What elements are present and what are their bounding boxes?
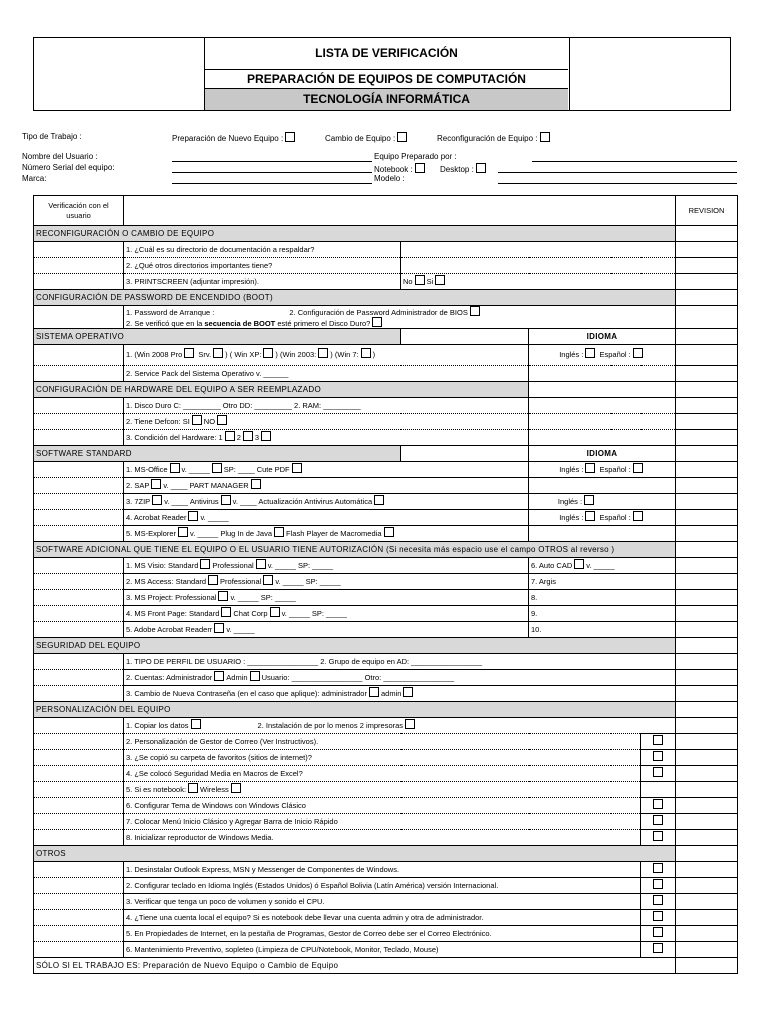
table-row (34, 910, 738, 926)
ad4: 4. MS Front Page: Standard (126, 608, 220, 618)
checkbox[interactable] (470, 306, 480, 316)
checkbox[interactable] (633, 348, 643, 358)
checkbox[interactable] (653, 863, 663, 873)
ad1: 1. MS Visio: Standard (126, 560, 199, 570)
table-row (34, 494, 738, 510)
modelo-field[interactable] (498, 183, 737, 184)
section-solo-si: SÓLO SI EL TRABAJO ES: Preparación de Nuevo Equipo o Cambio de Equipo (34, 958, 676, 974)
table-row (34, 686, 738, 702)
ad4r: 9. (529, 606, 676, 622)
sw3b: v. ____ Antivirus (164, 496, 219, 506)
table-row (34, 622, 738, 638)
ad2b: Professional (220, 576, 262, 586)
row-pe4: 4. ¿Se colocó Seguridad Media en Macros de Excel? (124, 766, 641, 782)
checkbox[interactable] (243, 431, 253, 441)
checkbox[interactable] (653, 735, 663, 745)
table-row (34, 274, 738, 290)
checkbox[interactable] (214, 623, 224, 633)
pe5b: Wireless (200, 784, 229, 794)
checkbox[interactable] (263, 348, 273, 358)
marca-field[interactable] (172, 183, 372, 184)
section-row (34, 329, 738, 345)
no-label: No (403, 276, 413, 286)
header-blank (124, 196, 676, 226)
checkbox[interactable] (292, 463, 302, 473)
form-header (33, 37, 731, 111)
checkbox[interactable] (653, 799, 663, 809)
espanol-label: Español : (599, 464, 631, 474)
row-p1b: 2. Configuración de Password Administrador de BIOS (289, 308, 468, 317)
checkbox[interactable] (225, 431, 235, 441)
table-row (34, 462, 738, 478)
checkbox[interactable] (397, 132, 407, 142)
checkbox[interactable] (178, 527, 188, 537)
row-ot6: 6. Mantenimiento Preventivo, sopleteo (Limpieza de CPU/Notebook, Monitor, Teclado, Mouse) (124, 942, 641, 958)
ad2c: v. _____ SP: _____ (275, 576, 341, 586)
checkbox[interactable] (212, 463, 222, 473)
sg3b: admin (380, 688, 402, 698)
checkbox[interactable] (191, 719, 201, 729)
ad1r2: v. _____ (586, 560, 615, 570)
sw1c: SP: ____ Cute PDF (223, 464, 290, 474)
checkbox[interactable] (263, 575, 273, 585)
notebook-desktop-field[interactable] (498, 172, 737, 173)
idioma-header: IDIOMA (529, 329, 676, 345)
verificacion-header: Verificación con el usuario (34, 196, 124, 226)
sw1: 1. MS-Office (126, 464, 168, 474)
table-row (34, 878, 738, 894)
ad4b: Chat Corp (233, 608, 268, 618)
row-hw2b: NO (203, 416, 216, 426)
checkbox[interactable] (653, 927, 663, 937)
marca-label: Marca: (22, 174, 47, 183)
cambio-label: Cambio de Equipo : (325, 134, 396, 143)
table-row (34, 430, 738, 446)
row-ot3: 3. Verificar que tenga un poco de volumen y sonido el CPU. (124, 894, 641, 910)
checkbox[interactable] (274, 527, 284, 537)
section-hardware: CONFIGURACIÓN DE HARDWARE DEL EQUIPO A SER REEMPLAZADO (34, 382, 529, 398)
checkbox[interactable] (188, 511, 198, 521)
checkbox[interactable] (184, 348, 194, 358)
sw3c: v. ____ Actualización Antivirus Automática (232, 496, 373, 506)
printscreen-options (401, 274, 676, 290)
idioma-header: IDIOMA (529, 446, 676, 462)
row-r2: 2. ¿Qué otros directorios importantes tiene? (124, 258, 401, 274)
row-sg1: 1. TIPO DE PERFIL DE USUARIO : _________________ 2. Grupo de equipo en AD: _________________ (124, 654, 676, 670)
so1-e: ) (Win 7: (330, 350, 359, 359)
section-row (34, 290, 738, 306)
checkbox[interactable] (261, 431, 271, 441)
section-row (34, 702, 738, 718)
checkbox[interactable] (250, 671, 260, 681)
checkbox[interactable] (540, 132, 550, 142)
table-row (34, 574, 738, 590)
checkbox[interactable] (653, 831, 663, 841)
checkbox[interactable] (405, 719, 415, 729)
si-label: Si (426, 276, 434, 286)
espanol-label: Español : (599, 512, 631, 522)
checkbox[interactable] (369, 687, 379, 697)
section-so: SISTEMA OPERATIVO (34, 329, 401, 345)
so1-a: 1. (Win 2008 Pro (126, 350, 183, 359)
sg2b: Admin (226, 672, 248, 682)
ad3r: 8. (529, 590, 676, 606)
table-row (34, 798, 738, 814)
checkbox[interactable] (653, 815, 663, 825)
checkbox[interactable] (256, 559, 266, 569)
table-row (34, 366, 738, 382)
desktop-option[interactable] (440, 163, 488, 174)
checkbox[interactable] (372, 317, 382, 327)
row-hw3b: 2 (236, 432, 241, 442)
table-row (34, 814, 738, 830)
pe1b: 2. Instalación de por lo menos 2 impresoras (257, 720, 404, 730)
checkbox[interactable] (653, 895, 663, 905)
table-row (34, 398, 738, 414)
checklist-table (33, 195, 738, 974)
table-row (34, 926, 738, 942)
ad3b: v. _____ SP: _____ (230, 592, 296, 602)
boot-sequence-label: secuencia de BOOT (204, 319, 276, 328)
pe5: 5. Si es notebook: (126, 784, 187, 794)
sw5c: Flash Player de Macromedia (286, 528, 382, 538)
so1-b: Srv. (198, 350, 212, 359)
table-row (34, 862, 738, 878)
checkbox[interactable] (633, 463, 643, 473)
numero-serial-label: Número Serial del equipo: (22, 163, 115, 172)
section-row (34, 446, 738, 462)
sw5: 5. MS-Explorer (126, 528, 177, 538)
table-row (34, 306, 738, 329)
ad4c: v. _____ SP: _____ (281, 608, 347, 618)
section-row (34, 958, 738, 974)
form-subtitle: PREPARACIÓN DE EQUIPOS DE COMPUTACIÓN (205, 70, 568, 89)
table-row (34, 590, 738, 606)
checkbox[interactable] (208, 575, 218, 585)
reconfig-label: Reconfiguración de Equipo : (437, 134, 538, 143)
table-row (34, 734, 738, 750)
checkbox[interactable] (435, 275, 445, 285)
row-pe7: 7. Colocar Menú Inicio Clásico y Agregar Barra de Inicio Rápido (124, 814, 641, 830)
checkbox[interactable] (585, 348, 595, 358)
espanol-label: Español : (599, 350, 631, 359)
ad2: 2. MS Access: Standard (126, 576, 207, 586)
checkbox[interactable] (231, 783, 241, 793)
checkbox[interactable] (653, 751, 663, 761)
ad1b: Professional (212, 560, 254, 570)
ad3: 3. MS Project: Professional (126, 592, 217, 602)
form-title: LISTA DE VERIFICACIÓN (205, 38, 568, 70)
table-row (34, 345, 738, 366)
row-hw2: 2. Tiene Defcon: SI (126, 416, 190, 426)
checkbox[interactable] (653, 767, 663, 777)
checkbox[interactable] (318, 348, 328, 358)
table-row (34, 670, 738, 686)
checkbox[interactable] (374, 495, 384, 505)
ingles-label: Inglés : (559, 350, 584, 359)
checkbox[interactable] (217, 415, 227, 425)
sw4b: v. _____ (200, 512, 229, 522)
ad1r: 6. Auto CAD (531, 560, 573, 570)
checkbox[interactable] (221, 495, 231, 505)
section-row (34, 638, 738, 654)
ad2r: 7. Argis (529, 574, 676, 590)
section-otros: OTROS (34, 846, 676, 862)
section-password: CONFIGURACIÓN DE PASSWORD DE ENCENDIDO (BOOT) (34, 290, 676, 306)
checkbox[interactable] (270, 607, 280, 617)
ad1c: v. _____ SP: _____ (267, 560, 334, 570)
table-row (34, 718, 738, 734)
checkbox[interactable] (251, 479, 261, 489)
section-row (34, 846, 738, 862)
row-so2: 2. Service Pack del Sistema Operativo v. ______ (124, 366, 529, 382)
checkbox[interactable] (415, 275, 425, 285)
row-pe8: 8. Inicializar reproductor de Windows Media. (124, 830, 641, 846)
section-software-adic: SOFTWARE ADICIONAL QUE TIENE EL EQUIPO O EL USUARIO TIENE AUTORIZACIÓN (Si necesita más espacio use el campo OTROS al reverso ) (34, 542, 676, 558)
ad5b: v. _____ (226, 624, 255, 634)
revision-header: REVISION (676, 196, 738, 226)
checkbox[interactable] (585, 463, 595, 473)
checkbox[interactable] (633, 511, 643, 521)
tipo-trabajo-label: Tipo de Trabajo : (22, 132, 82, 141)
desktop-label: Desktop : (440, 165, 474, 174)
row-hw3c: 3 (254, 432, 260, 442)
notebook-label: Notebook : (374, 165, 413, 174)
table-row (34, 526, 738, 542)
checkbox[interactable] (152, 495, 162, 505)
sw5b: v. _____ Plug In de Java (190, 528, 273, 538)
row-p1: 1. Password de Arranque : (126, 308, 215, 317)
checkbox[interactable] (188, 783, 198, 793)
row-pe2: 2. Personalización de Gestor de Correo (Ver Instructivos). (124, 734, 641, 750)
checkbox[interactable] (221, 607, 231, 617)
table-row (34, 510, 738, 526)
table-row (34, 414, 738, 430)
ad5: 5. Adobe Acrobat Readerr (126, 624, 213, 634)
sg2c: Usuario: _________________ Otro: _________________ (261, 672, 455, 682)
ingles-label: Inglés : (559, 512, 584, 522)
ingles-label: Inglés : (559, 464, 584, 474)
row-ot5: 5. En Propiedades de Internet, en la pestaña de Programas, Gestor de Correo debe ser el Correo Electrónico. (124, 926, 641, 942)
section-seguridad: SEGURIDAD DEL EQUIPO (34, 638, 676, 654)
so1-d: ) (Win 2003: (275, 350, 317, 359)
row-ot1: 1. Desinstalar Outlook Express, MSN y Messenger de Componentes de Windows. (124, 862, 641, 878)
table-row (34, 258, 738, 274)
section-row (34, 382, 738, 398)
nombre-usuario-field[interactable] (172, 161, 372, 162)
row-hw3: 3. Condición del Hardware: 1 (126, 432, 223, 442)
checkbox[interactable] (151, 479, 161, 489)
table-row (34, 558, 738, 574)
department-title: TECNOLOGÍA INFORMÁTICA (205, 89, 568, 110)
table-header-row (34, 196, 738, 226)
numero-serial-field[interactable] (172, 172, 372, 173)
modelo-label: Modelo : (374, 174, 405, 183)
checkbox[interactable] (170, 463, 180, 473)
checkbox[interactable] (476, 163, 486, 173)
checkbox[interactable] (192, 415, 202, 425)
preparado-por-field[interactable] (532, 161, 737, 162)
table-row (34, 242, 738, 258)
ad5r: 10. (529, 622, 676, 638)
sw2b: v. ____ PART MANAGER (163, 480, 249, 490)
row-p2a: 2. Se verificó que en la (126, 319, 205, 328)
table-row (34, 782, 738, 798)
pe1: 1. Copiar los datos (126, 720, 189, 730)
checkbox[interactable] (585, 511, 595, 521)
notebook-option[interactable] (374, 163, 427, 174)
preparado-por-label: Equipo Preparado por : (374, 152, 457, 161)
checkbox[interactable] (213, 348, 223, 358)
sw4: 4. Acrobat Reader (126, 512, 187, 522)
row-hw1: 1. Disco Duro C: _________ Otro DD: _________ 2. RAM: _________ (124, 398, 529, 414)
section-software-std: SOFTWARE STANDARD (34, 446, 401, 462)
row-r1: 1. ¿Cuál es su directorio de documentación a respaldar? (124, 242, 401, 258)
section-row (34, 542, 738, 558)
table-row (34, 894, 738, 910)
sg3: 3. Cambio de Nueva Contraseña (en el caso que aplique): administrador (126, 688, 367, 698)
checkbox[interactable] (214, 671, 224, 681)
section-reconfig: RECONFIGURACIÓN O CAMBIO DE EQUIPO (34, 226, 676, 242)
table-row (34, 942, 738, 958)
sw3: 3. 7ZIP (126, 496, 151, 506)
table-row (34, 478, 738, 494)
code-cell (569, 38, 730, 110)
table-row (34, 766, 738, 782)
row-ot4: 4. ¿Tiene una cuenta local el equipo? Si es notebook debe llevar una cuenta admin y otra de administrador. (124, 910, 641, 926)
table-row (34, 606, 738, 622)
reconfig-option[interactable] (437, 132, 552, 143)
prep-nuevo-option[interactable] (172, 132, 297, 143)
section-personalizacion: PERSONALIZACIÓN DEL EQUIPO (34, 702, 676, 718)
nombre-usuario-label: Nombre del Usuario : (22, 152, 98, 161)
section-row (34, 226, 738, 242)
checkbox[interactable] (218, 591, 228, 601)
row-pe6: 6. Configurar Tema de Windows con Windows Clásico (124, 798, 641, 814)
checkbox[interactable] (415, 163, 425, 173)
row-p2c: esté primero el Disco Duro? (275, 319, 371, 328)
table-row (34, 750, 738, 766)
table-row (34, 654, 738, 670)
checkbox[interactable] (584, 495, 594, 505)
checkbox[interactable] (574, 559, 584, 569)
cambio-option[interactable] (325, 132, 409, 143)
checkbox[interactable] (200, 559, 210, 569)
sg2: 2. Cuentas: Administrador (126, 672, 213, 682)
row-pe3: 3. ¿Se copió su carpeta de favoritos (sitios de internet)? (124, 750, 641, 766)
sw2: 2. SAP (126, 480, 150, 490)
checkbox[interactable] (403, 687, 413, 697)
checkbox[interactable] (653, 911, 663, 921)
row-ot2: 2. Configurar teclado en Idioma Inglés (Estados Unidos) ó Español Bolivia (Latín América) versión Internacional. (124, 878, 641, 894)
checkbox[interactable] (653, 943, 663, 953)
checkbox[interactable] (285, 132, 295, 142)
table-row (34, 830, 738, 846)
checkbox[interactable] (361, 348, 371, 358)
logo-cell (34, 38, 205, 110)
checkbox[interactable] (384, 527, 394, 537)
prep-nuevo-label: Preparación de Nuevo Equipo : (172, 134, 284, 143)
sw1b: v. _____ (181, 464, 210, 474)
row-r3: 3. PRINTSCREEN (adjuntar impresión). (124, 274, 401, 290)
checkbox[interactable] (653, 879, 663, 889)
so1-c: ) ( Win XP: (225, 350, 262, 359)
so1-f: ) (372, 350, 376, 359)
ingles-label: Inglés : (557, 496, 583, 506)
